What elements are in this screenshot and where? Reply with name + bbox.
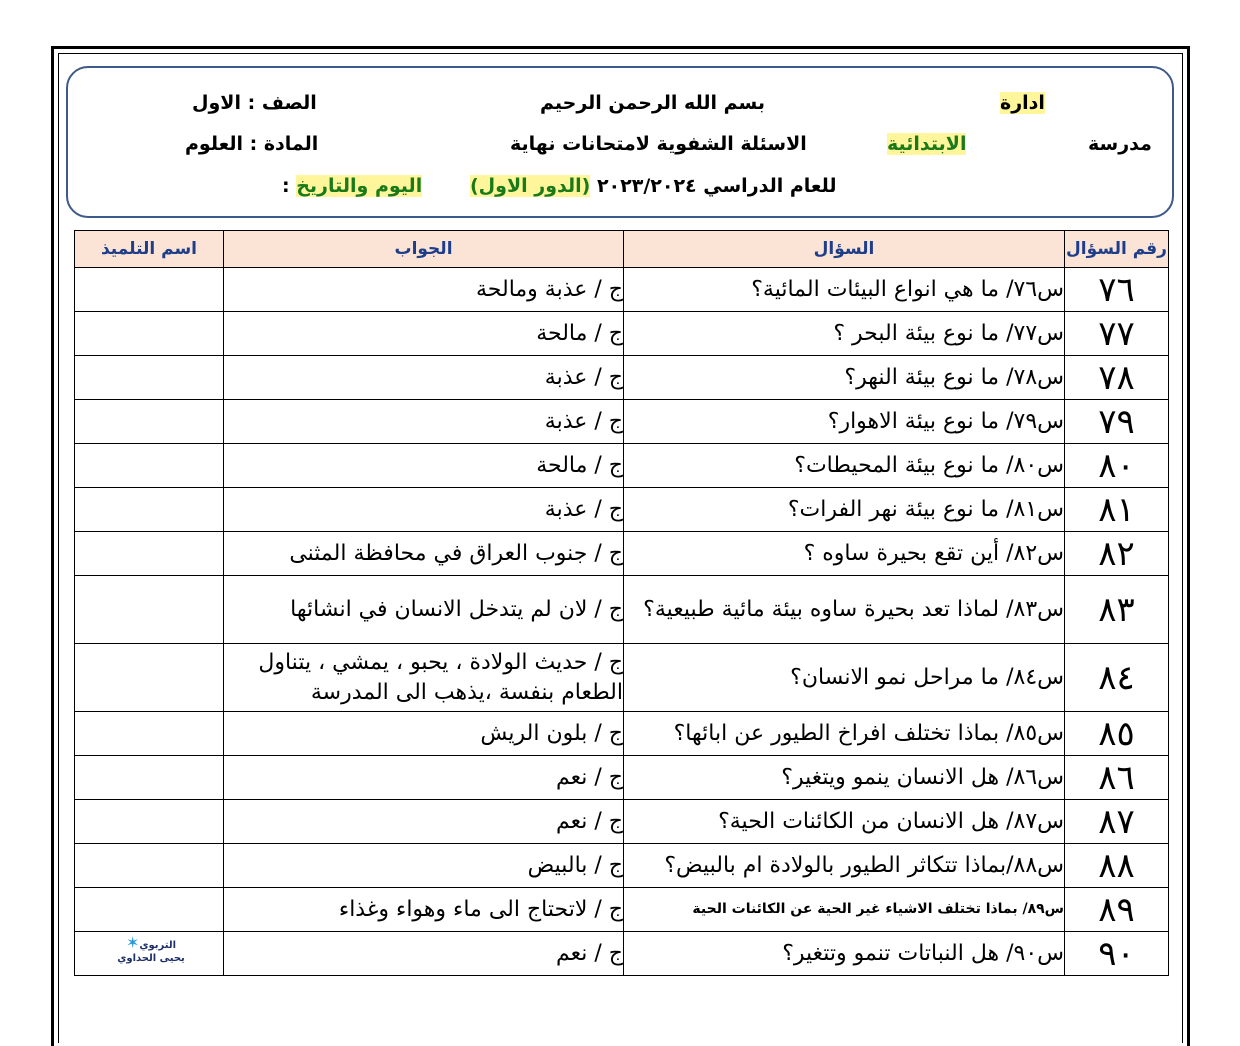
- question-text: س٧٦/ ما هي انواع البيئات المائية؟: [624, 268, 1065, 312]
- day-date-label: اليوم والتاريخ: [296, 175, 423, 197]
- grade-value: الاول: [192, 92, 241, 114]
- question-text: س٨٩/ بماذا تختلف الاشياء غير الحية عن الكائنات الحية: [624, 888, 1065, 932]
- logo-line-1: التربوي: [139, 940, 177, 951]
- answer-text: ج / بالبيض: [224, 844, 624, 888]
- subject-field: [185, 133, 318, 155]
- student-name-cell[interactable]: [75, 400, 224, 444]
- student-name-cell[interactable]: [75, 800, 224, 844]
- question-text: س٨٤/ ما مراحل نمو الانسان؟: [624, 644, 1065, 712]
- question-number: ٨٥: [1065, 712, 1169, 756]
- question-number: ٨٨: [1065, 844, 1169, 888]
- answer-text: ج / نعم: [224, 932, 624, 976]
- table-row: [75, 756, 1169, 800]
- star-icon: ✶: [125, 933, 140, 952]
- question-text: س٨٣/ لماذا تعد بحيرة ساوه بيئة مائية طبيعية؟: [624, 576, 1065, 644]
- student-name-cell[interactable]: [75, 888, 224, 932]
- question-text: س٨٢/ أين تقع بحيرة ساوه ؟: [624, 532, 1065, 576]
- idara-label: ادارة: [1000, 92, 1045, 114]
- author-logo: [105, 933, 197, 972]
- table-row: [75, 644, 1169, 712]
- question-text: س٨١/ ما نوع بيئة نهر الفرات؟: [624, 488, 1065, 532]
- table-row: [75, 844, 1169, 888]
- question-number: ٨٠: [1065, 444, 1169, 488]
- answer-text: ج / نعم: [224, 800, 624, 844]
- answer-text: ج / جنوب العراق في محافظة المثنى: [224, 532, 624, 576]
- question-text: س٨٦/ هل الانسان ينمو ويتغير؟: [624, 756, 1065, 800]
- grade-colon: :: [240, 92, 256, 114]
- question-number: ٨٢: [1065, 532, 1169, 576]
- subject-label: المادة: [263, 133, 319, 155]
- question-number: ٨٤: [1065, 644, 1169, 712]
- answer-text: ج / عذبة: [224, 400, 624, 444]
- table-row: [75, 576, 1169, 644]
- school-type: الابتدائية: [887, 133, 967, 155]
- day-date-colon: :: [282, 175, 290, 197]
- student-name-cell[interactable]: [75, 756, 224, 800]
- table-header-row: [75, 231, 1169, 268]
- header-student-name: اسم التلميذ: [75, 231, 224, 268]
- answer-text: ج / عذبة: [224, 488, 624, 532]
- table-row: [75, 932, 1169, 976]
- table-row: [75, 488, 1169, 532]
- student-name-cell[interactable]: [75, 644, 224, 712]
- table-row: [75, 268, 1169, 312]
- student-name-cell[interactable]: [75, 532, 224, 576]
- answer-text: ج / نعم: [224, 756, 624, 800]
- question-number: ٧٩: [1065, 400, 1169, 444]
- answer-text: ج / لاتحتاج الى ماء وهواء وغذاء: [224, 888, 624, 932]
- round-text: (الدور الاول): [470, 175, 591, 197]
- student-name-cell[interactable]: [75, 444, 224, 488]
- answer-text: ج / عذبة ومالحة: [224, 268, 624, 312]
- table-row: [75, 532, 1169, 576]
- answer-text: ج / مالحة: [224, 312, 624, 356]
- day-date-field: [282, 175, 422, 197]
- question-text: س٨٧/ هل الانسان من الكائنات الحية؟: [624, 800, 1065, 844]
- question-text: س٧٨/ ما نوع بيئة النهر؟: [624, 356, 1065, 400]
- table-row: [75, 312, 1169, 356]
- question-text: س٧٧/ ما نوع بيئة البحر ؟: [624, 312, 1065, 356]
- table-row: [75, 888, 1169, 932]
- school-label: مدرسة: [1088, 133, 1152, 155]
- question-number: ٧٨: [1065, 356, 1169, 400]
- header-num: رقم السؤال: [1065, 231, 1169, 268]
- student-name-cell[interactable]: [75, 932, 224, 976]
- table-row: [75, 712, 1169, 756]
- question-number: ٧٧: [1065, 312, 1169, 356]
- subject-colon: :: [242, 133, 258, 155]
- answer-text: ج / مالحة: [224, 444, 624, 488]
- answer-text: ج / حديث الولادة ، يحبو ، يمشي ، يتناول الطعام بنفسة ،يذهب الى المدرسة: [224, 644, 624, 712]
- question-number: ٨٣: [1065, 576, 1169, 644]
- question-text: س٩٠/ هل النباتات تنمو وتتغير؟: [624, 932, 1065, 976]
- answer-text: ج / لان لم يتدخل الانسان في انشائها: [224, 576, 624, 644]
- student-name-cell[interactable]: [75, 268, 224, 312]
- question-number: ٨٩: [1065, 888, 1169, 932]
- student-name-cell[interactable]: [75, 576, 224, 644]
- question-number: ٨١: [1065, 488, 1169, 532]
- question-text: س٨٠/ ما نوع بيئة المحيطات؟: [624, 444, 1065, 488]
- student-name-cell[interactable]: [75, 312, 224, 356]
- question-number: ٨٧: [1065, 800, 1169, 844]
- question-text: س٨٨/بماذا تتكاثر الطيور بالولادة ام بالبيض؟: [624, 844, 1065, 888]
- grade-label: الصف: [261, 92, 317, 114]
- table-row: [75, 400, 1169, 444]
- bismillah: بسم الله الرحمن الرحيم: [540, 92, 765, 114]
- student-name-cell[interactable]: [75, 712, 224, 756]
- question-number: ٩٠: [1065, 932, 1169, 976]
- student-name-cell[interactable]: [75, 488, 224, 532]
- answer-text: ج / بلون الريش: [224, 712, 624, 756]
- table-row: [75, 800, 1169, 844]
- exam-title: الاسئلة الشفوية لامتحانات نهاية: [510, 133, 807, 155]
- year-text: للعام الدراسي ٢٠٢٣/٢٠٢٤: [596, 175, 837, 197]
- answer-text: ج / عذبة: [224, 356, 624, 400]
- question-text: س٨٥/ بماذا تختلف افراخ الطيور عن ابائها؟: [624, 712, 1065, 756]
- year-line: [470, 175, 837, 197]
- logo-line-2: يحيى الحداوي: [117, 953, 185, 964]
- question-number: ٧٦: [1065, 268, 1169, 312]
- subject-value: العلوم: [185, 133, 243, 155]
- table-row: [75, 444, 1169, 488]
- table-row: [75, 356, 1169, 400]
- grade-field: [192, 92, 317, 114]
- student-name-cell[interactable]: [75, 844, 224, 888]
- header-question: السؤال: [624, 231, 1065, 268]
- question-text: س٧٩/ ما نوع بيئة الاهوار؟: [624, 400, 1065, 444]
- header-answer: الجواب: [224, 231, 624, 268]
- question-number: ٨٦: [1065, 756, 1169, 800]
- student-name-cell[interactable]: [75, 356, 224, 400]
- questions-table: [74, 230, 1169, 976]
